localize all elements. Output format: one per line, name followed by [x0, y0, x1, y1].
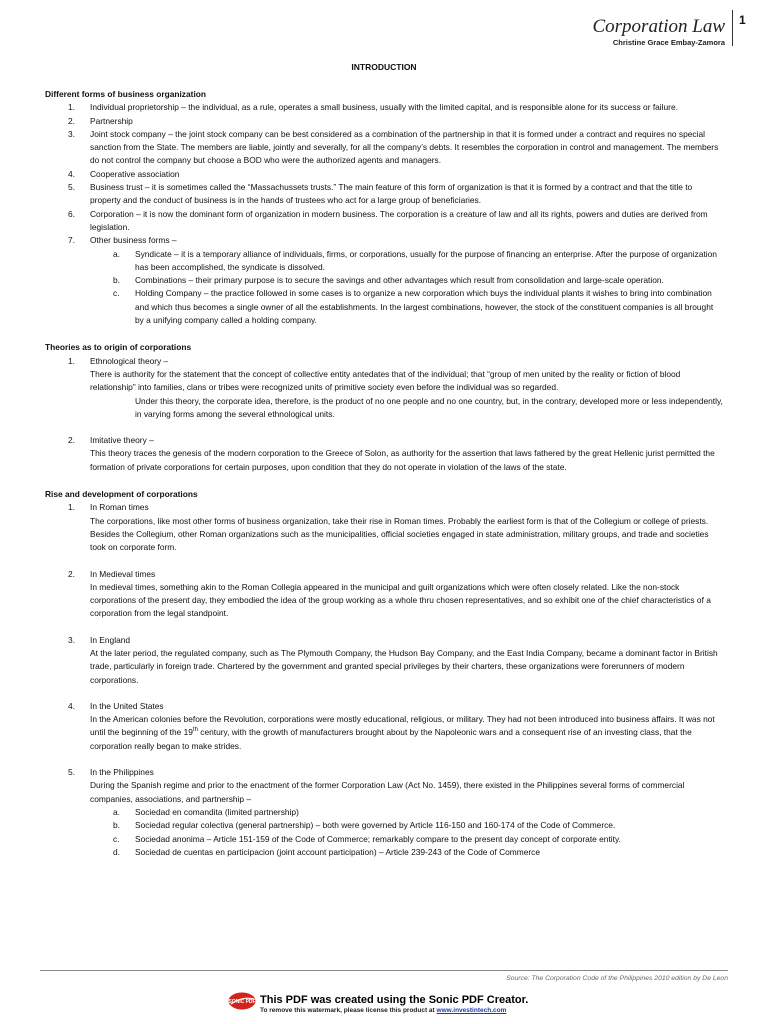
item-number: 5. — [68, 182, 75, 193]
watermark-title: This PDF was created using the Sonic PDF Creator. — [260, 994, 529, 1006]
sub-item-text: Sociedad regular colectiva (general partnership) – both were governed by Article 116-150 and 160-174 of the Code of Commerce. — [135, 820, 616, 831]
sub-item-letter: c. — [113, 288, 120, 299]
spacer — [45, 753, 723, 766]
sub-list-item — [45, 287, 723, 327]
sub-list-item — [45, 819, 723, 832]
sub-item-letter: c. — [113, 833, 120, 844]
item-number: 7. — [68, 235, 75, 246]
item-number: 6. — [68, 208, 75, 219]
item-text: Cooperative association — [90, 168, 180, 179]
section-heading-rise: Rise and development of corporations — [45, 489, 198, 500]
paragraph: In medieval times, something akin to the Roman Collegia appeared in the municipal and guilt organizations which were often closely related. Like the non-stock corporations of the present day, they embodied the idea of the group working as a whole thru chosen representatives, and so exhibit one of the chief characteristics of a corporation from the legal standpoint. — [90, 581, 711, 619]
sub-list-item — [45, 833, 723, 846]
indented-paragraph: Under this theory, the corporate idea, therefore, is the product of no one people and no one country, but, in the contrary, developed more or less independently, in varying forms among the several ethnological units. — [135, 395, 723, 419]
spacer — [45, 327, 723, 341]
item-number: 1. — [68, 102, 75, 113]
list-item — [45, 168, 723, 181]
page-title: INTRODUCTION — [351, 62, 417, 72]
watermark-note — [260, 1007, 506, 1014]
item-title: In England — [90, 634, 131, 645]
item-number: 2. — [68, 115, 75, 126]
item-text: Corporation – it is now the dominant form of organization in modern business. The corporation is a creature of law and all its rights, powers and duties are derived from legislation. — [90, 208, 708, 232]
footer-divider — [40, 970, 728, 971]
list-item — [45, 101, 723, 114]
item-text: Partnership — [90, 115, 133, 126]
section-heading-theories: Theories as to origin of corporations — [45, 342, 192, 353]
list-item — [45, 234, 723, 247]
document-body — [45, 88, 723, 859]
sub-item-letter: d. — [113, 846, 120, 857]
running-header-title: Corporation Law — [592, 16, 725, 37]
sonic-pdf-logo-icon — [228, 992, 256, 1010]
list-item — [45, 634, 723, 647]
list-item — [45, 501, 723, 514]
list-item — [45, 115, 723, 128]
source-note: Source: The Corporation Code of the Philippines 2010 edition by De Leon — [506, 975, 728, 982]
list-item — [45, 181, 723, 208]
item-number: 2. — [68, 435, 75, 446]
item-title: Imitative theory – — [90, 435, 154, 446]
paragraph: At the later period, the regulated company, such as The Plymouth Company, the Hudson Bay Company, and the East India Company, became a dominant factor in British trade, particularly in foreign trade. Chartered by the government and granted special privileges by their charters, these organizations were forerunners of modern corporations. — [90, 647, 718, 685]
sub-item-text: Combinations – their primary purpose is to secure the savings and other advantages which result from consolidation and large-scale operation. — [135, 275, 664, 286]
item-title: In Medieval times — [90, 568, 156, 579]
logo-text: SONIC PDF — [228, 999, 256, 1005]
item-title: In the United States — [90, 700, 164, 711]
sub-item-text: Sociedad anonima – Article 151-159 of the Code of Commerce; remarkably compare to the present day concept of corporate entity. — [135, 833, 621, 844]
list-item — [45, 434, 723, 447]
item-number: 2. — [68, 568, 75, 579]
item-title: In the Philippines — [90, 767, 154, 778]
spacer — [45, 421, 723, 434]
sub-item-text: Syndicate – it is a temporary alliance of individuals, firms, or corporations, usually for the purpose of financing an enterprise. After the purpose of organization has been accomplished, the syndicate is dissolved. — [135, 248, 717, 272]
paragraph-text: century, with the growth of manufacturers brought about by the Napoleonic wars and a consequent rise of an investing class, that the corporation really began to make strides. — [90, 727, 692, 751]
item-text: Joint stock company – the joint stock company can be best considered as a combination of the partnership in that it is formed under a contract and requires no special sanction from the State. The members are liable, jointly and severally, for all the company’s debts. It resembles the corporation in control and management. The members do not control the company but choose a BOD who were the authorized agents and managers. — [90, 128, 719, 166]
item-number: 1. — [68, 355, 75, 366]
spacer — [45, 621, 723, 634]
sub-item-text: Holding Company – the practice followed in some cases is to organize a new corporation which buys the individual plants it wishes to bring into combination and which thus becomes a single owner of all the establishments. In the largest combinations, however, the stock of the constituent companies is all brought by a unifying company called a holding company. — [135, 288, 714, 326]
running-header-author: Christine Grace Embay-Zamora — [612, 38, 725, 47]
sub-item-letter: b. — [113, 275, 120, 286]
page-number: 1 — [739, 13, 746, 27]
paragraph: This theory traces the genesis of the modern corporation to the Greece of Solon, as authority for the assertion that laws fathered by the great Hellenic jurist permitted the formation of private corporations for certain purposes, upon condition that they do not operate in violation of the laws of the state. — [90, 448, 715, 472]
sub-item-letter: b. — [113, 820, 120, 831]
spacer — [45, 555, 723, 568]
section-heading-forms: Different forms of business organization — [45, 89, 207, 99]
item-title: In Roman times — [90, 502, 149, 513]
forms-list — [45, 101, 723, 327]
sub-list-item — [45, 846, 723, 859]
list-item — [45, 568, 723, 581]
watermark-note-text: To remove this watermark, please license this product at — [260, 1007, 437, 1014]
sub-item-letter: a. — [113, 806, 120, 817]
item-number: 1. — [68, 502, 75, 513]
spacer — [45, 687, 723, 700]
paragraph: The corporations, like most other forms of business organization, take their rise in Roman times. Probably the earliest form is that of the Collegium or college of priests. Besides the Collegium, other Roman organizations such as the municipalities, official societies engaged in state administration, military groups, and trade and societies took on corporate form. — [90, 515, 709, 553]
list-item — [45, 766, 723, 779]
list-item — [45, 128, 723, 168]
sub-list-item — [45, 806, 723, 819]
license-link[interactable]: www.investintech.com — [436, 1007, 507, 1014]
sub-item-letter: a. — [113, 248, 120, 259]
item-number: 3. — [68, 634, 75, 645]
item-title: Ethnological theory – — [90, 355, 169, 366]
item-number: 4. — [68, 168, 75, 179]
item-number: 3. — [68, 128, 75, 139]
sub-item-text: Sociedad en comandita (limited partnership) — [135, 806, 299, 817]
paragraph: During the Spanish regime and prior to the enactment of the former Corporation Law (Act No. 1459), there existed in the Philippines several forms of commercial companies, associations, and partnership – — [90, 780, 685, 804]
item-text: Individual proprietorship – the individual, as a rule, operates a small business, usually with the limited capital, and is responsible alone for its success or failure. — [90, 102, 678, 113]
superscript: th — [192, 727, 198, 734]
list-item — [45, 700, 723, 713]
item-number: 5. — [68, 767, 75, 778]
header-divider — [732, 10, 733, 46]
list-item — [45, 355, 723, 368]
paragraph — [45, 713, 723, 753]
item-number: 4. — [68, 700, 75, 711]
spacer — [45, 474, 723, 488]
item-text: Other business forms – — [90, 235, 177, 246]
paragraph: There is authority for the statement that the concept of collective entity antedates that of the individual; that “group of men united by the reality or fiction of blood relationship” into families, clans or tribes were recognized units of primitive society even before the individual was so regarded. — [90, 368, 681, 393]
sub-list-item — [45, 248, 723, 275]
sub-list-item — [45, 274, 723, 287]
paragraph-text: In the American colonies before the Revolution, corporations were mostly educational, religious, or military. They had not been introduced into business affairs. It was not until the beginning of the 19 — [90, 714, 715, 738]
sub-item-text: Sociedad de cuentas en participacion (joint account participation) – Article 239-243 of the Code of Commerce — [135, 846, 541, 857]
list-item — [45, 208, 723, 235]
item-text: Business trust – it is sometimes called the “Massachussets trusts.” The main feature of this form of organization is that it is formed by a contract and that the title to property and the conduct of business is in the hands of trustees who act for a large group of beneficiaries. — [90, 182, 693, 206]
